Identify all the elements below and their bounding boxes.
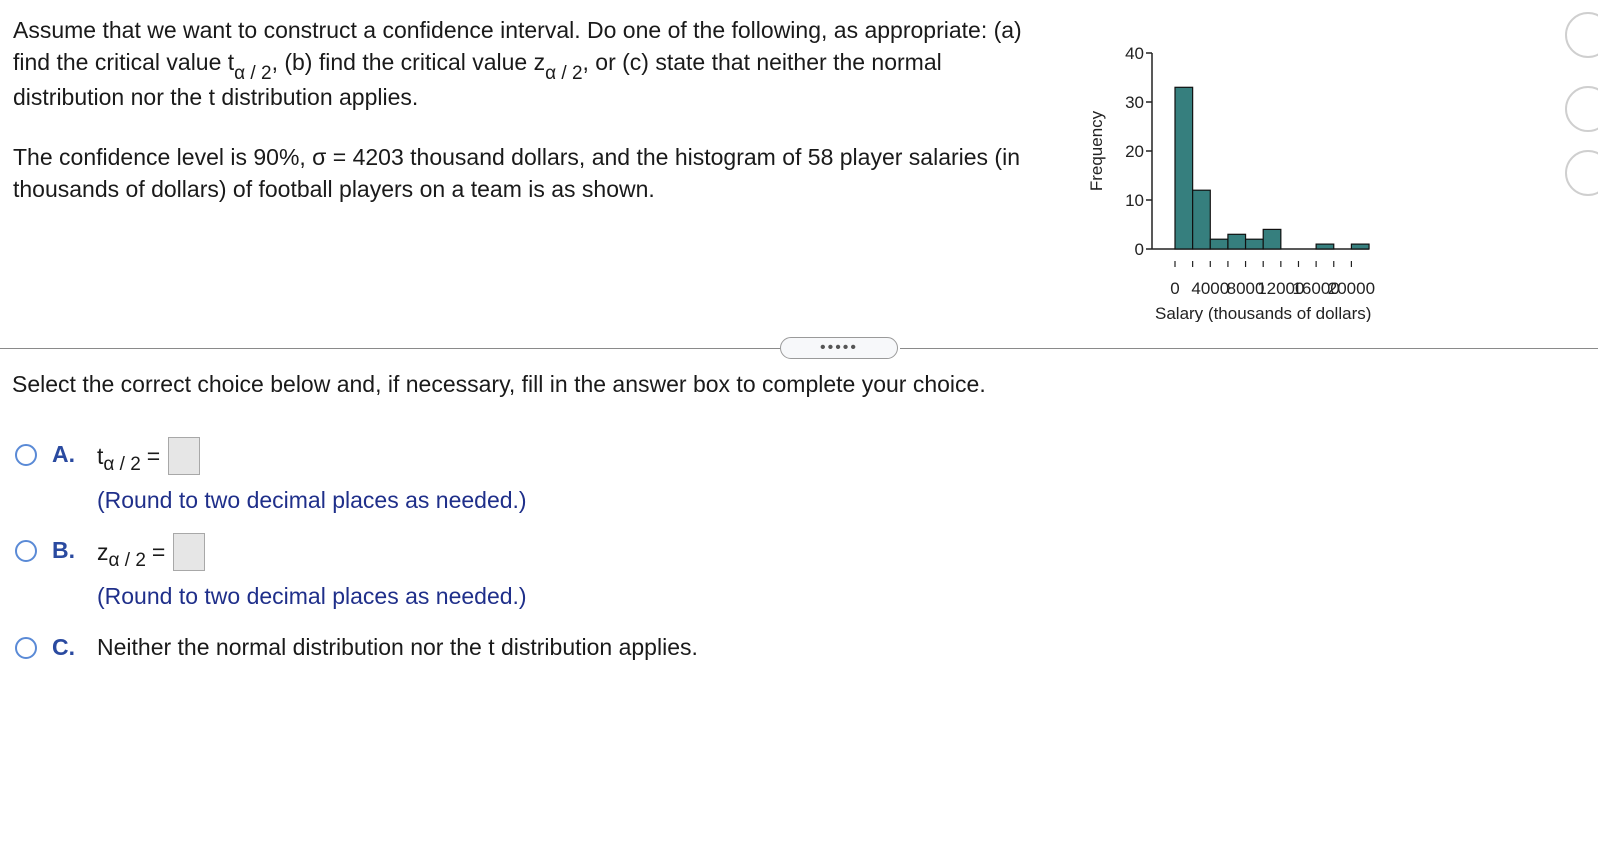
expand-collapse-button[interactable] (780, 337, 898, 359)
radio-button-a[interactable] (15, 444, 37, 466)
x-axis-label: Salary (thousands of dollars) (1155, 304, 1372, 322)
instruction-text: Select the correct choice below and, if necessary, fill in the answer box to complete your choice. (12, 371, 986, 397)
x-tick-label: 8000 (1226, 279, 1265, 298)
choice-letter-c: C. (52, 634, 75, 660)
question-text (13, 14, 1053, 205)
y-tick-label: 40 (1125, 44, 1144, 63)
x-tick-label: 0 (1170, 279, 1180, 298)
rounding-hint-b: (Round to two decimal places as needed.) (97, 583, 527, 609)
salary-histogram (1078, 32, 1598, 322)
choice-c[interactable] (15, 634, 698, 661)
subscript-alpha-half: α / 2 (234, 63, 272, 84)
histogram-svg (1078, 32, 1598, 322)
t-critical-expression: t α / 2 = (97, 441, 527, 471)
z-critical-answer-box[interactable] (173, 533, 205, 571)
radio-button-b[interactable] (15, 540, 37, 562)
histogram-bar (1263, 229, 1281, 249)
histogram-bar (1175, 87, 1193, 249)
histogram-bar (1228, 234, 1246, 249)
dots-icon: ••••• (819, 339, 858, 356)
choice-letter-b: B. (52, 537, 75, 563)
x-tick-label: 4000 (1191, 279, 1230, 298)
histogram-bar (1351, 244, 1369, 249)
sigma-symbol: σ (312, 144, 327, 170)
x-tick-label: 20000 (1327, 279, 1376, 298)
section-divider-right (900, 348, 1598, 349)
y-tick-label: 0 (1134, 240, 1144, 259)
y-tick-label: 30 (1125, 93, 1144, 112)
choice-letter-a: A. (52, 441, 75, 467)
question-paragraph-1: Assume that we want to construct a confidence interval. Do one of the following, as appropriate: (a) find the critical value $t_{\alpha / 2}$, (b) find the critical value $z_{\alpha / 2}$, or (c) state that neither the normal distribution nor the t distribution applies. (13, 17, 1022, 110)
y-axis-label: Frequency (1087, 110, 1106, 192)
histogram-bar (1193, 190, 1211, 249)
z-critical-expression: z α / 2 = (97, 537, 527, 567)
rounding-hint-a: (Round to two decimal places as needed.) (97, 487, 527, 513)
histogram-bar (1210, 239, 1228, 249)
choice-a[interactable] (15, 441, 527, 514)
choice-b[interactable] (15, 537, 527, 610)
y-tick-label: 20 (1125, 142, 1144, 161)
x-tick-label: 12000 (1257, 279, 1305, 298)
radio-button-c[interactable] (15, 637, 37, 659)
question-paragraph-2: The confidence level is 90%, σ = 4203 thousand dollars, and the histogram of 58 player salaries (in thousands of dollars) of football players on a team is as shown. (13, 144, 1020, 202)
y-tick-label: 10 (1125, 191, 1144, 210)
x-tick-label: 16000 (1292, 279, 1340, 298)
histogram-bar (1246, 239, 1264, 249)
histogram-bar (1316, 244, 1334, 249)
subscript-alpha-half: α / 2 (545, 63, 583, 84)
t-critical-answer-box[interactable] (168, 437, 200, 475)
section-divider-left (0, 348, 780, 349)
choice-c-text: Neither the normal distribution nor the t distribution applies. (97, 634, 698, 660)
